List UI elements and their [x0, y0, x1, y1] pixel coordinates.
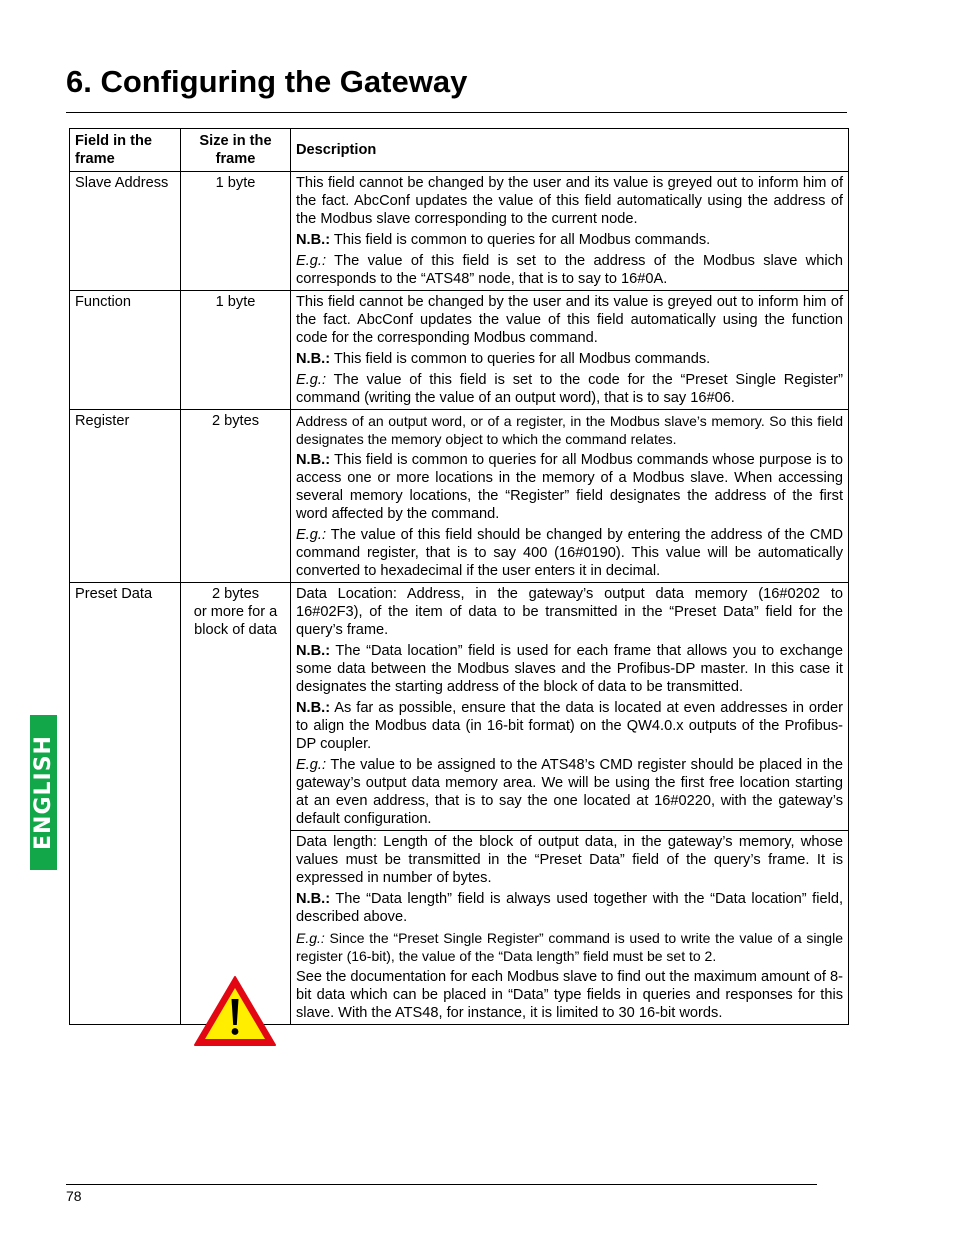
page-number: 78 — [66, 1188, 82, 1204]
header-field: Field in the frame — [70, 129, 181, 172]
field-description — [291, 291, 849, 410]
nb-label: N.B.: — [296, 700, 331, 716]
description-text: Data Location: Address, in the gateway’s output data memory (16#0202 to 16#02F3), of the item of data to be transmitted in the “Preset Data” field for the query’s frame. — [296, 586, 843, 638]
nb-label: N.B.: — [296, 452, 331, 468]
data-location-description — [291, 583, 849, 831]
table-header-row — [70, 129, 849, 172]
language-tab-label: ENGLISH — [31, 735, 56, 850]
nb-paragraph — [296, 451, 843, 523]
nb-label: N.B.: — [296, 232, 331, 248]
description-text: This field cannot be changed by the user and its value is greyed out to inform him of the fact. AbcConf updates the value of this field automatically using the address of the Modbus slave corresponding to the current node. — [296, 175, 843, 227]
field-description — [291, 172, 849, 291]
title-divider — [66, 112, 847, 113]
field-name: Preset Data — [70, 583, 181, 1025]
eg-label: E.g.: — [296, 253, 327, 269]
nb-text: The “Data length” field is always used together with the “Data location” field, described above. — [296, 891, 843, 925]
eg-label: E.g.: — [296, 372, 327, 388]
description-text: This field cannot be changed by the user and its value is greyed out to inform him of the fact. AbcConf updates the value of this field automatically using the function code for the corresponding Modbus command. — [296, 294, 843, 346]
table-row — [70, 583, 849, 831]
nb-label: N.B.: — [296, 351, 331, 367]
size-line: or more for a block of data — [193, 604, 278, 638]
nb-paragraph — [296, 699, 843, 753]
nb-paragraph — [296, 231, 843, 249]
field-name: Slave Address — [70, 172, 181, 291]
table-row — [70, 172, 849, 291]
nb-paragraph — [296, 350, 843, 368]
size-line: 2 bytes — [211, 586, 260, 602]
description-text: Address of an output word, or of a register, in the Modbus slave’s memory. So this field designates the memory object to which the command relates. — [296, 413, 843, 447]
warning-text: See the documentation for each Modbus slave to find out the maximum amount of 8-bit data which can be placed in “Data” type fields in queries and responses for this slave. With the ATS48, for instance, it is limited to 30 16-bit words. — [296, 969, 843, 1021]
eg-paragraph — [296, 371, 843, 407]
nb-label: N.B.: — [296, 891, 331, 907]
exclamation-dot — [232, 1028, 239, 1035]
description-text: Data length: Length of the block of output data, in the gateway’s memory, whose values must be transmitted in the “Preset Data” field of the query’s frame. It is expressed in number of bytes. — [296, 834, 843, 886]
eg-label: E.g.: — [296, 757, 327, 773]
eg-paragraph — [296, 929, 843, 965]
eg-paragraph — [296, 756, 843, 828]
field-name: Function — [70, 291, 181, 410]
eg-paragraph — [296, 252, 843, 288]
warning-triangle-icon — [193, 975, 277, 1047]
table-row — [70, 291, 849, 410]
nb-text: This field is common to queries for all Modbus commands. — [330, 351, 711, 367]
frame-fields-table — [69, 128, 849, 1025]
nb-text: The “Data location” field is used for each frame that allows you to exchange some data between the Modbus slaves and the Profibus-DP master. In this case it designates the starting address of the block of data to be transmitted. — [296, 643, 843, 695]
field-description — [291, 410, 849, 583]
nb-label: N.B.: — [296, 643, 331, 659]
eg-text: The value to be assigned to the ATS48’s CMD register should be placed in the gateway’s output data memory area. We will be using the first free location starting at an even address, that is to say the one located at 16#0220, with the gateway’s default configuration. — [296, 757, 843, 827]
eg-text: The value of this field should be changed by entering the address of the CMD command register, that is to say 400 (16#0190). This value will be automatically converted to hexadecimal if the user enters it in decimal. — [296, 527, 843, 579]
eg-text: The value of this field is set to the code for the “Preset Single Register” command (writing the value of an output word), that is to say 16#06. — [296, 372, 843, 406]
footer-divider — [66, 1184, 817, 1185]
field-name: Register — [70, 410, 181, 583]
nb-text: This field is common to queries for all Modbus commands whose purpose is to access one or more locations in the memory of a Modbus slave. When accessing several memory locations, the “Register” field designates the address of the first word affected by the command. — [296, 452, 843, 522]
field-size: 2 bytes — [181, 410, 291, 583]
language-tab — [30, 715, 57, 870]
field-size: 1 byte — [181, 172, 291, 291]
field-size: 1 byte — [181, 291, 291, 410]
field-size — [181, 583, 291, 1025]
eg-label: E.g.: — [296, 527, 327, 543]
nb-text: This field is common to queries for all Modbus commands. — [330, 232, 711, 248]
table-row — [70, 410, 849, 583]
nb-text: As far as possible, ensure that the data is located at even addresses in order to align the Modbus data (in 16-bit format) on the QW4.0.x outputs of the Profibus-DP coupler. — [296, 700, 843, 752]
data-length-description — [291, 831, 849, 1025]
eg-label: E.g.: — [296, 930, 325, 946]
header-size: Size in the frame — [181, 129, 291, 172]
nb-paragraph — [296, 890, 843, 926]
eg-text: The value of this field is set to the address of the Modbus slave which corresponds to the “ATS48” node, that is to say to 16#0A. — [296, 253, 843, 287]
header-description: Description — [291, 129, 849, 172]
eg-paragraph — [296, 526, 843, 580]
nb-paragraph — [296, 642, 843, 696]
eg-text: Since the “Preset Single Register” command is used to write the value of a single register (16-bit), the value of the “Data length” field must be set to 2. — [296, 930, 843, 964]
page-title: 6. Configuring the Gateway — [66, 64, 468, 99]
